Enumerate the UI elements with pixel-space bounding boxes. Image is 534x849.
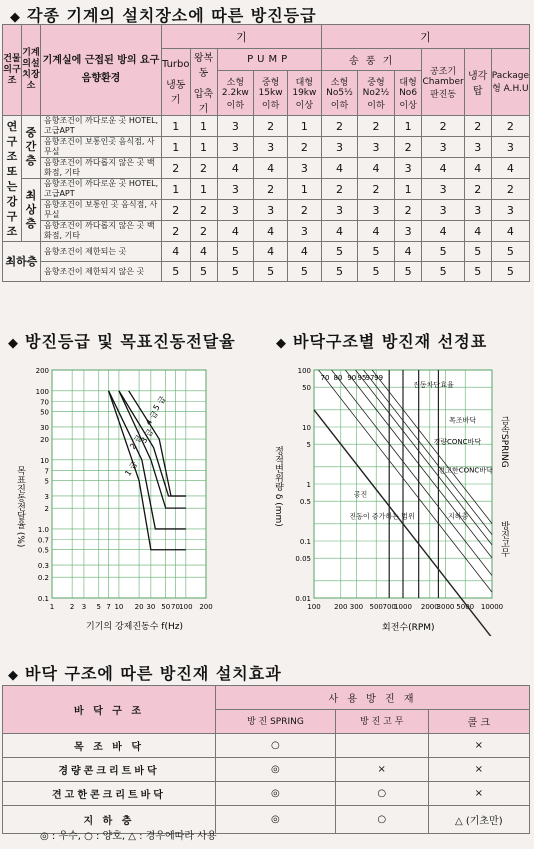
grade-cell: 5 [422,262,464,282]
grade-cell: 4 [321,221,357,242]
grade-cell: 1 [287,116,321,137]
fan-medium: 중형 No2½ 이하 [358,70,394,115]
table-row [3,262,530,282]
grade-cell: 3 [217,200,254,221]
vibration-grade-table [2,24,530,282]
y-tick-label: 0.1 [37,595,49,603]
grade-cell: 4 [190,242,217,262]
cooling-tower-col: 냉각탑 [464,49,491,116]
effect-cell: ○ [216,734,336,758]
grade-cell: 2 [162,200,191,221]
grade-cell: 1 [394,116,422,137]
grade-cell: 1 [287,179,321,200]
grade-cell: 2 [162,158,191,179]
table-row [3,200,530,221]
chart2-ylabel: 정적변위량 δ (mm) [273,446,283,527]
grade-cell: 3 [464,137,491,158]
fan-large: 대형 No6 이상 [394,70,422,115]
effect-cell: × [428,782,529,806]
series-label: 3 급 [139,427,156,446]
efficiency-label: 70 [320,374,330,382]
x-tick-label: 200 [199,603,213,611]
grade-cell: 5 [217,262,254,282]
region-label: 경량CONC바닥 [433,438,482,447]
x-tick-label: 700 [382,603,396,611]
recip-col: 왕복동 압축기 [190,49,217,116]
y-tick-label: 1.0 [37,525,49,534]
grade-cell: 3 [217,179,254,200]
efficiency-label: 80 [333,374,343,382]
series-label: 2 급 [128,433,145,452]
x-tick-label: 7 [106,603,111,611]
grade-cell: 3 [254,137,288,158]
grade-cell: 2 [464,179,491,200]
pump-large: 대형 19kw 이상 [287,70,321,115]
chart2-rubber-label: 방진고무 [499,521,509,557]
machine-group-2: 기 [321,25,529,49]
cond-cell: 음향조건이 제한되는 곳 [41,242,162,262]
grade-cell: 1 [190,179,217,200]
grade-cell: 3 [217,137,254,158]
x-tick-label: 1 [49,603,55,611]
col-env: 기계실에 근접된 방의 요구음향환경 [41,25,162,116]
floor-selection-chart [272,356,530,636]
y-tick-label: 3 [44,492,49,501]
x-tick-label: 100 [179,603,193,611]
effect-cell: △ (기초만) [428,806,529,834]
row-label: 지 하 층 [3,806,216,834]
grade-cell: 2 [254,116,288,137]
grade-cell: 3 [254,200,288,221]
y-tick-label: 50 [302,384,311,393]
chart2-xlabel: 회전수(RPM) [382,623,435,633]
grade-cell: 2 [190,221,217,242]
grade-cell: 3 [491,200,529,221]
grade-cell: 1 [162,179,191,200]
efficiency-label: 99 [374,374,384,382]
grade-cell: 3 [491,137,529,158]
grade-cell: 4 [422,221,464,242]
fan-header: 송 풍 기 [321,49,422,71]
grade-cell: 4 [217,221,254,242]
y-tick-label: 50 [40,408,49,417]
grade-cell: 4 [321,158,357,179]
grade-cell: 2 [287,200,321,221]
region-label: 견고한CONC바닥 [438,466,493,475]
effect-cell: ○ [335,782,428,806]
chart1-xlabel: 기기의 강제진동수 f(Hz) [86,622,183,632]
grade-cell: 5 [321,262,357,282]
grade-cell: 1 [190,137,217,158]
grade-cell: 5 [491,242,529,262]
grade-cell: 2 [254,179,288,200]
plot-area [52,370,206,598]
grade-cell: 2 [464,116,491,137]
cond-cell: 음향조건이 보통인곳 음식점, 사무실 [41,137,162,158]
y-tick-label: 0.05 [295,555,311,564]
grade-cell: 3 [394,158,422,179]
grade-cell: 4 [464,158,491,179]
grade-cell: 4 [491,221,529,242]
y-tick-label: 1 [306,481,311,489]
x-tick-label: 5000 [456,603,475,611]
grade-cell: 1 [162,137,191,158]
chart1-ylabel: 목표진동전달율 (%) [15,466,25,548]
grade-cell: 5 [287,262,321,282]
col-rubber: 방 진 고 무 [335,710,428,734]
effect-cell: ◎ [216,758,336,782]
grade-cell: 3 [422,179,464,200]
effect-cell: × [335,758,428,782]
grade-cell: 4 [254,158,288,179]
grade-cell: 4 [491,158,529,179]
cond-cell: 음향조건이 보통인 곳 음식점, 사무실 [41,200,162,221]
x-tick-label: 3 [81,603,87,611]
y-tick-label: 0.5 [37,546,49,555]
grade-cell: 4 [162,242,191,262]
grade-cell: 4 [358,158,394,179]
package-col: Package형 A.H.U [491,49,529,116]
grade-cell: 5 [358,242,394,262]
y-tick-label: 5 [44,477,49,486]
col-location: 기계의설치장소 [22,25,41,116]
grade-cell: 1 [394,179,422,200]
diamond-icon: ◆ [10,10,21,25]
x-tick-label: 500 [369,603,383,611]
region-label: 공진 [353,490,368,499]
efficiency-label: 95 [357,374,367,382]
effect-cell [335,734,428,758]
grade-cell: 3 [217,116,254,137]
grade-cell: 1 [162,116,191,137]
cond-cell: 음향조건이 까다로운 곳 HOTEL, 고급APT [41,116,162,137]
series-label: 4 급 [143,409,161,427]
x-tick-label: 1000 [394,603,412,611]
pump-header: PUMP [217,49,321,71]
grade-cell: 2 [190,200,217,221]
cond-cell: 음향조건이 까다로운 곳 HOTEL, 고급APT [41,179,162,200]
loc-bottom: 최하층 [3,242,41,282]
turbo-col: Turbo 냉동기 [162,49,191,116]
y-tick-label: 10 [40,456,49,465]
x-tick-label: 70 [171,603,180,611]
y-tick-label: 20 [40,436,49,445]
x-tick-label: 50 [161,603,171,611]
grade-cell: 5 [464,262,491,282]
x-tick-label: 2000 [420,603,439,611]
fan-small: 소형 No5½ 이하 [321,70,357,115]
grade-cell: 2 [394,200,422,221]
grade-cell: 4 [422,158,464,179]
efficiency-label: 97 [365,374,375,382]
grade-cell: 2 [358,116,394,137]
grade-cell: 4 [217,158,254,179]
effect-cell: ○ [335,806,428,834]
cond-cell: 음향조건이 까다롭지 않은 곳 백화점, 기타 [41,221,162,242]
grade-cell: 2 [394,137,422,158]
grade-cell: 4 [464,221,491,242]
grade-cell: 2 [491,179,529,200]
y-tick-label: 70 [40,398,49,407]
series-label: 1 급 [123,460,140,478]
region-label: 진동차단효율 [413,381,454,390]
loc-top: 최상층 [22,179,41,242]
y-tick-label: 0.2 [37,574,49,583]
ahu-col: 공조기 Chamber 판진동 [422,49,464,116]
series-label: 5 급 [151,394,168,413]
effect-cell: ◎ [216,782,336,806]
section2-title: ◆ 방진등급 및 목표진동전달율 [8,332,236,351]
table-row [3,179,530,200]
pump-medium: 중형 15kw 이하 [254,70,288,115]
transmissibility-chart [6,356,268,636]
x-tick-label: 300 [349,603,364,611]
row-label: 목 조 바 닥 [3,734,216,758]
table-row [3,221,530,242]
effect-cell: × [428,758,529,782]
x-tick-label: 10 [114,603,124,611]
grade-cell: 3 [287,221,321,242]
y-tick-label: 200 [35,367,49,375]
machine-group-1: 기 [162,25,322,49]
grade-cell: 3 [422,137,464,158]
y-tick-label: 0.7 [37,536,49,545]
col-material: 사 용 방 진 재 [216,686,530,710]
x-tick-label: 5 [96,603,102,611]
table-row [3,158,530,179]
grade-cell: 5 [422,242,464,262]
grade-cell: 4 [254,221,288,242]
grade-cell: 2 [287,137,321,158]
section4-title: ◆ 바닥 구조에 따른 방진재 설치효과 [8,664,282,683]
grade-cell: 2 [422,116,464,137]
grade-cell: 5 [162,262,191,282]
install-effect-table [2,685,530,834]
table-row [3,116,530,137]
table-row [3,242,530,262]
y-tick-label: 10 [302,424,311,432]
section1-title: ◆ 각종 기계의 설치장소에 따른 방진등급 [10,6,317,25]
col-structure: 건물의구조 [3,25,22,116]
diamond-icon: ◆ [276,336,287,351]
grade-cell: 3 [422,200,464,221]
pump-small: 소형 2.2kw 이하 [217,70,254,115]
y-tick-label: 0.1 [299,538,311,546]
grade-cell: 5 [464,242,491,262]
x-tick-label: 30 [146,603,156,611]
grade-cell: 4 [358,221,394,242]
col-cork: 콜 크 [428,710,529,734]
legend: ◎ : 우수, ○ : 양호, △ : 경우에따라 사용 [40,831,217,842]
x-tick-label: 2 [69,603,75,611]
region-label: 목조바닥 [449,416,477,425]
grade-cell: 2 [358,179,394,200]
row-label: 경량콘크리트바닥 [3,758,216,782]
col-spring: 방 진 SPRING [216,710,336,734]
row-label: 견고한콘크리트바닥 [3,782,216,806]
y-tick-label: 100 [297,367,311,375]
grade-cell: 5 [254,262,288,282]
grade-cell: 5 [491,262,529,282]
cond-cell: 음향조건이 까다롭지 않은 곳 백화점, 기타 [41,158,162,179]
y-tick-label: 0.5 [299,498,311,507]
x-tick-label: 100 [307,603,321,611]
grade-cell: 2 [321,116,357,137]
efficiency-label: 90 [347,374,357,382]
table-row [3,137,530,158]
y-tick-label: 2 [44,505,49,514]
grade-cell: 3 [464,200,491,221]
x-tick-label: 10000 [480,603,504,611]
grade-cell: 5 [321,242,357,262]
x-tick-label: 3000 [436,603,455,611]
y-tick-label: 100 [35,387,49,396]
grade-cell: 5 [358,262,394,282]
grade-cell: 3 [358,200,394,221]
grade-cell: 2 [190,158,217,179]
grade-cell: 2 [491,116,529,137]
table-row [3,782,530,806]
table-row [3,734,530,758]
grade-cell: 2 [162,221,191,242]
y-tick-label: 30 [40,423,49,432]
loc-middle: 중간층 [22,116,41,179]
effect-cell: ◎ [216,806,336,834]
chart2-spring-label: 금속SPRING [499,416,509,468]
section3-title: ◆ 바닥구조별 방진재 선정표 [276,332,488,351]
region-label: 지하층 [447,512,469,521]
y-tick-label: 0.3 [37,562,49,571]
effect-cell: × [428,734,529,758]
y-tick-label: 5 [306,441,311,450]
diamond-icon: ◆ [8,668,19,683]
x-tick-label: 200 [334,603,348,611]
grade-cell: 3 [321,137,357,158]
grade-cell: 5 [394,262,422,282]
grade-cell: 3 [394,221,422,242]
y-tick-label: 0.01 [295,595,311,603]
grade-cell: 4 [287,242,321,262]
region-label: 진동이 증가하는 범위 [349,512,415,521]
table-row [3,758,530,782]
grade-cell: 5 [217,242,254,262]
grade-cell: 4 [254,242,288,262]
grade-cell: 3 [321,200,357,221]
grade-cell: 3 [358,137,394,158]
grade-cell: 4 [394,242,422,262]
diamond-icon: ◆ [8,336,19,351]
y-tick-label: 7 [44,467,49,476]
col-floor: 바 닥 구 조 [3,686,216,734]
grade-cell: 2 [321,179,357,200]
grade-cell: 3 [287,158,321,179]
cond-cell: 음향조건이 제한되지 않은 곳 [41,262,162,282]
struct-a: 연 구 조 또 는 강 구 조 [3,116,22,242]
grade-cell: 5 [190,262,217,282]
x-tick-label: 20 [134,603,144,611]
grade-cell: 1 [190,116,217,137]
